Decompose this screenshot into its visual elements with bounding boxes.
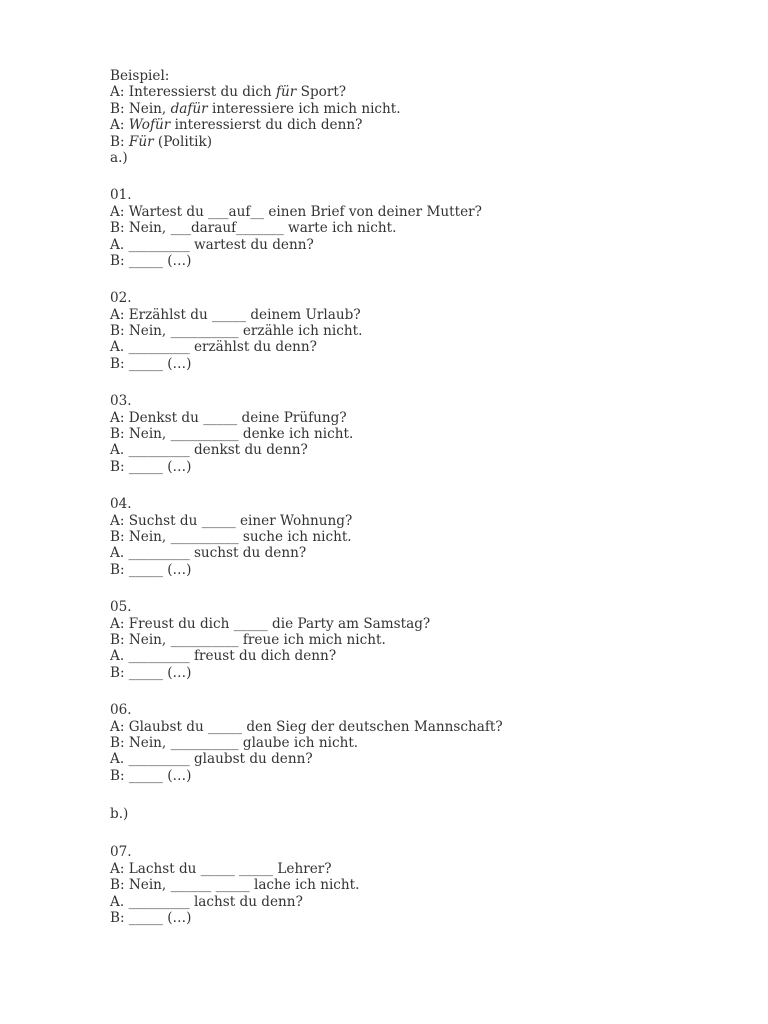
example-line-3-emphasis: Wofür <box>128 117 171 134</box>
exercise-question: A: Denkst du _____ deine Prüfung? <box>110 409 347 426</box>
example-heading: Beispiel: <box>110 68 170 84</box>
exercise-followup-question: A. _________ suchst du denn? <box>110 545 307 562</box>
exercise-followup-answer: B: _____ (…) <box>110 561 192 578</box>
exercise-followup-answer: B: _____ (…) <box>110 355 192 372</box>
exercise-question: A: Suchst du _____ einer Wohnung? <box>110 512 353 529</box>
example-line-4 <box>110 134 730 150</box>
example-line-3 <box>110 117 730 133</box>
exercise-question: A: Freust du dich _____ die Party am Samstag? <box>110 615 431 632</box>
example-line-3-post: interessierst du dich denn? <box>170 117 363 134</box>
exercise-followup-answer: B: _____ (…) <box>110 664 192 681</box>
exercise-block <box>110 290 730 372</box>
exercise-answer: B: Nein, __________ erzähle ich nicht. <box>110 323 363 340</box>
example-line-4-pre: B: <box>110 133 129 150</box>
exercise-number: 03. <box>110 393 132 410</box>
section-a-label: a.) <box>110 149 128 166</box>
document-page <box>110 68 730 926</box>
exercise-followup-question: A. _________ freust du dich denn? <box>110 648 337 665</box>
exercise-block <box>110 393 730 475</box>
exercise-question: A: Wartest du ___auf__ einen Brief von deiner Mutter? <box>110 203 482 220</box>
exercise-number: 06. <box>110 702 132 719</box>
exercise-question: A: Glaubst du _____ den Sieg der deutschen Mannschaft? <box>110 718 503 735</box>
exercise-question: A: Lachst du _____ _____ Lehrer? <box>110 860 332 877</box>
exercise-answer: B: Nein, __________ suche ich nicht. <box>110 528 352 545</box>
example-line-1-emphasis: für <box>276 84 297 101</box>
exercise-number: 02. <box>110 290 132 307</box>
example-line-2-post: interessiere ich mich nicht. <box>207 100 401 117</box>
spacer <box>110 475 730 496</box>
example-line-1 <box>110 84 730 100</box>
exercise-number: 05. <box>110 599 132 616</box>
exercise-followup-answer: B: _____ (…) <box>110 458 192 475</box>
example-line-1-post: Sport? <box>296 84 347 101</box>
exercise-block <box>110 496 730 578</box>
exercise-block <box>110 702 730 784</box>
spacer <box>110 681 730 702</box>
exercise-number: 07. <box>110 844 132 861</box>
example-line-2 <box>110 101 730 117</box>
spacer <box>110 269 730 290</box>
spacer <box>110 372 730 393</box>
spacer <box>110 166 730 187</box>
exercise-followup-question: A. _________ denkst du denn? <box>110 442 308 459</box>
exercise-number: 01. <box>110 187 132 204</box>
exercise-answer: B: Nein, ___darauf_______ warte ich nicht. <box>110 220 397 237</box>
example-line-1-pre: A: Interessierst du dich <box>110 84 277 101</box>
example-line-3-pre: A: <box>110 117 129 134</box>
example-line-4-post: (Politik) <box>153 133 213 150</box>
example-block <box>110 68 730 166</box>
exercise-question: A: Erzählst du _____ deinem Urlaub? <box>110 306 361 323</box>
spacer <box>110 822 730 844</box>
exercise-followup-answer: B: _____ (…) <box>110 910 192 927</box>
exercise-answer: B: Nein, __________ freue ich mich nicht. <box>110 631 386 648</box>
exercise-block <box>110 599 730 681</box>
section-b-label: b.) <box>110 806 129 823</box>
exercise-followup-question: A. _________ wartest du denn? <box>110 236 314 253</box>
exercise-number: 04. <box>110 496 132 513</box>
exercise-followup-question: A. _________ lachst du denn? <box>110 893 303 910</box>
spacer <box>110 578 730 599</box>
exercise-answer: B: Nein, ______ _____ lache ich nicht. <box>110 877 360 894</box>
exercise-followup-answer: B: _____ (…) <box>110 767 192 784</box>
exercise-followup-question: A. _________ glaubst du denn? <box>110 751 313 768</box>
example-line-2-pre: B: Nein, <box>110 100 171 117</box>
example-line-4-emphasis: Für <box>128 133 154 150</box>
exercise-followup-answer: B: _____ (…) <box>110 252 192 269</box>
exercise-followup-question: A. _________ erzählst du denn? <box>110 339 317 356</box>
exercise-answer: B: Nein, __________ denke ich nicht. <box>110 426 354 443</box>
exercise-answer: B: Nein, __________ glaube ich nicht. <box>110 734 359 751</box>
exercise-block <box>110 187 730 269</box>
spacer <box>110 784 730 806</box>
example-line-2-emphasis: dafür <box>170 100 208 117</box>
exercise-block <box>110 844 730 926</box>
